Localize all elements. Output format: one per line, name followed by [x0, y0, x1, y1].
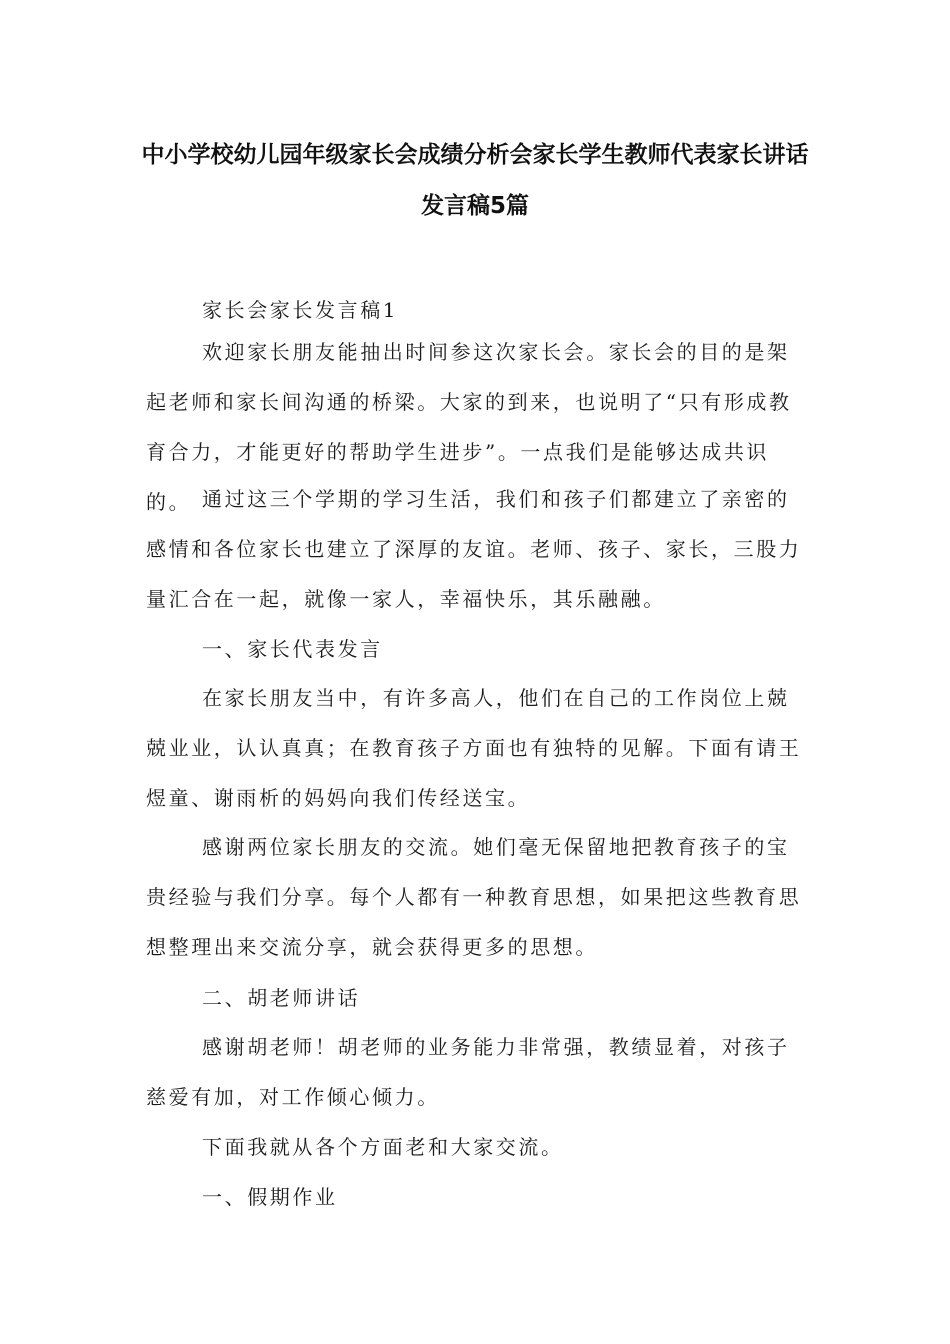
subitem-heading-holiday-homework: 一、假期作业: [202, 1185, 338, 1209]
paragraph-thanks-parents: 感谢两位家长朋友的交流。她们毫无保留地把教育孩子的宝贵经验与我们分享。每个人都有一种教育思想，如果把这些教育思想整理出来交流分享，就会获得更多的思想。: [146, 835, 802, 959]
paragraph-relationship: 通过这三个学期的学习生活，我们和孩子们都建立了亲密的感情和各位家长也建立了深厚的友谊。老师、孩子、家长，三股力量汇合在一起，就像一家人，幸福快乐，其乐融融。: [146, 487, 802, 611]
paragraph-welcome: 欢迎家长朋友能抽出时间参这次家长会。家长会的目的是架起老师和家长间沟通的桥梁。大家的到来，也说明了“只有形成教育合力，才能更好的帮助学生进步”。一点我们是能够达成共识的。: [146, 340, 792, 514]
document-title-line-1: 中小学校幼儿园年级家长会成绩分析会家长学生教师代表家长讲话: [141, 142, 809, 168]
paragraph-thanks-teacher: 感谢胡老师！胡老师的业务能力非常强，教绩显着，对孩子慈爱有加，对工作倾心倾力。: [146, 1035, 790, 1109]
paragraph-communication: 下面我就从各个方面老和大家交流。: [202, 1135, 564, 1159]
document-title-line-2: 发言稿5篇: [420, 193, 529, 219]
item-heading-parent-representative: 一、家长代表发言: [202, 637, 383, 661]
item-heading-teacher-speech: 二、胡老师讲话: [202, 986, 361, 1010]
section-heading: 家长会家长发言稿1: [202, 298, 399, 322]
paragraph-parent-introduction: 在家长朋友当中，有许多高人，他们在自己的工作岗位上兢兢业业，认认真真；在教育孩子方面也有独特的见解。下面有请王煜童、谢雨析的妈妈向我们传经送宝。: [146, 686, 802, 810]
